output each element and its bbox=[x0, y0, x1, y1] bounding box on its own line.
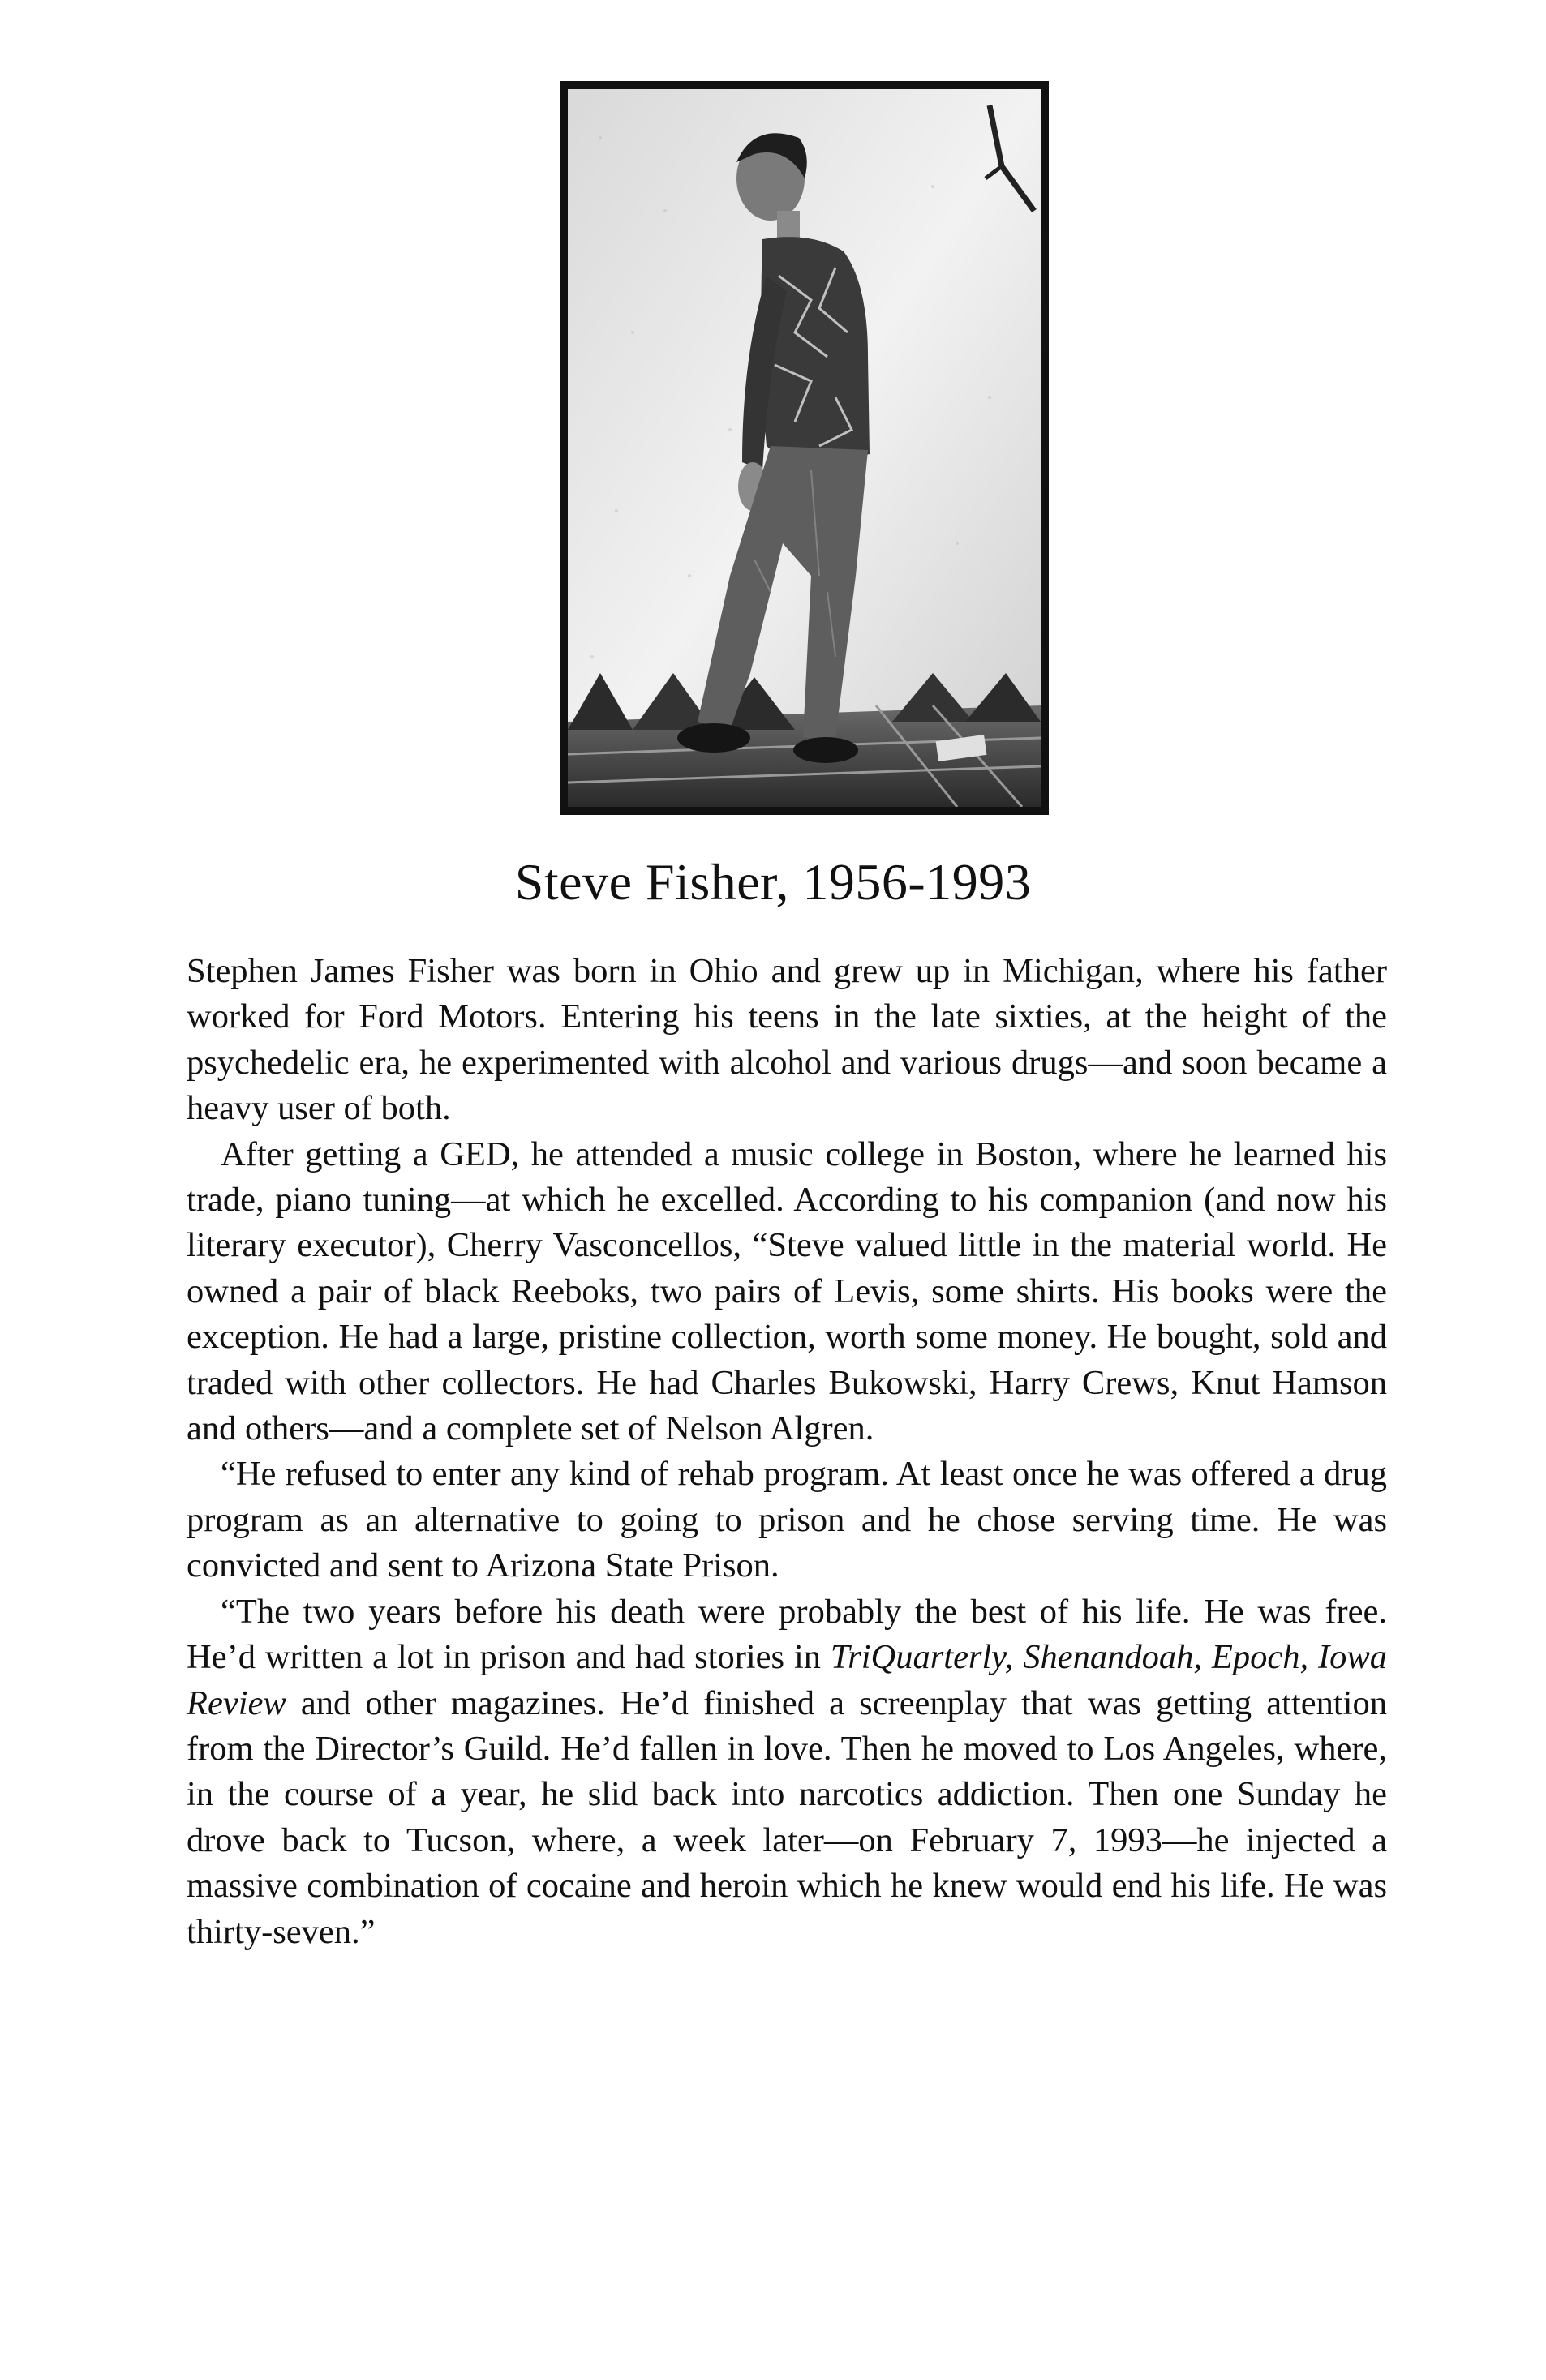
paragraph-text: After getting a GED, he attended a music college in Boston, where he learned his trade, piano tuning—at which he excelled. According to his companion (and now his literary executor), Cherry Vasconcellos, “Steve valued little in the material world. He owned a pair of black Reeboks, two pairs of Levis, some shirts. His books were the exception. He had a large, pristine collection, worth some money. He bought, sold and traded with other collectors. He had Charles Bukowski, Harry Crews, Knut Hamson and others—and a complete set of Nelson Algren. bbox=[187, 1134, 1387, 1448]
paragraph-text: “He refused to enter any kind of rehab program. At least once he was offered a drug program as an alternative to going to prison and he chose serving time. He was convicted and sent to Arizona State Prison. bbox=[187, 1455, 1387, 1585]
portrait-photo-image bbox=[568, 89, 1041, 807]
paragraph bbox=[187, 1452, 1387, 1589]
portrait-photo bbox=[560, 81, 1049, 815]
page-title: Steve Fisher, 1956-1993 bbox=[514, 853, 1032, 911]
biography-text bbox=[187, 949, 1387, 1955]
paragraph-text: and other magazines. He’d finished a screenplay that was getting attention from the Director’s Guild. He’d fallen in love. Then he moved to Los Angeles, where, in the course of a year, he slid back into narcotics addiction. Then one Sunday he drove back to Tucson, where, a week later—on February 7, 1993—he injected a massive combination of cocaine and heroin which he knew would end his life. He was thirty-seven.” bbox=[187, 1683, 1387, 1951]
italic-text: TriQuarterly, Shenandoah, Epoch, Iowa Review bbox=[187, 1638, 1387, 1722]
paragraph bbox=[187, 949, 1387, 1132]
paragraph bbox=[187, 1589, 1387, 1955]
paragraph bbox=[187, 1132, 1387, 1452]
paragraph-text: “The two years before his death were probably the best of his life. He was free. He’d written a lot in prison and had stories in bbox=[187, 1592, 1387, 1677]
paragraph-text: Stephen James Fisher was born in Ohio and grew up in Michigan, where his father worked for Ford Motors. Entering his teens in the late sixties, at the height of the psychedelic era, he experimented with alcohol and various drugs—and soon became a heavy user of both. bbox=[187, 952, 1387, 1128]
